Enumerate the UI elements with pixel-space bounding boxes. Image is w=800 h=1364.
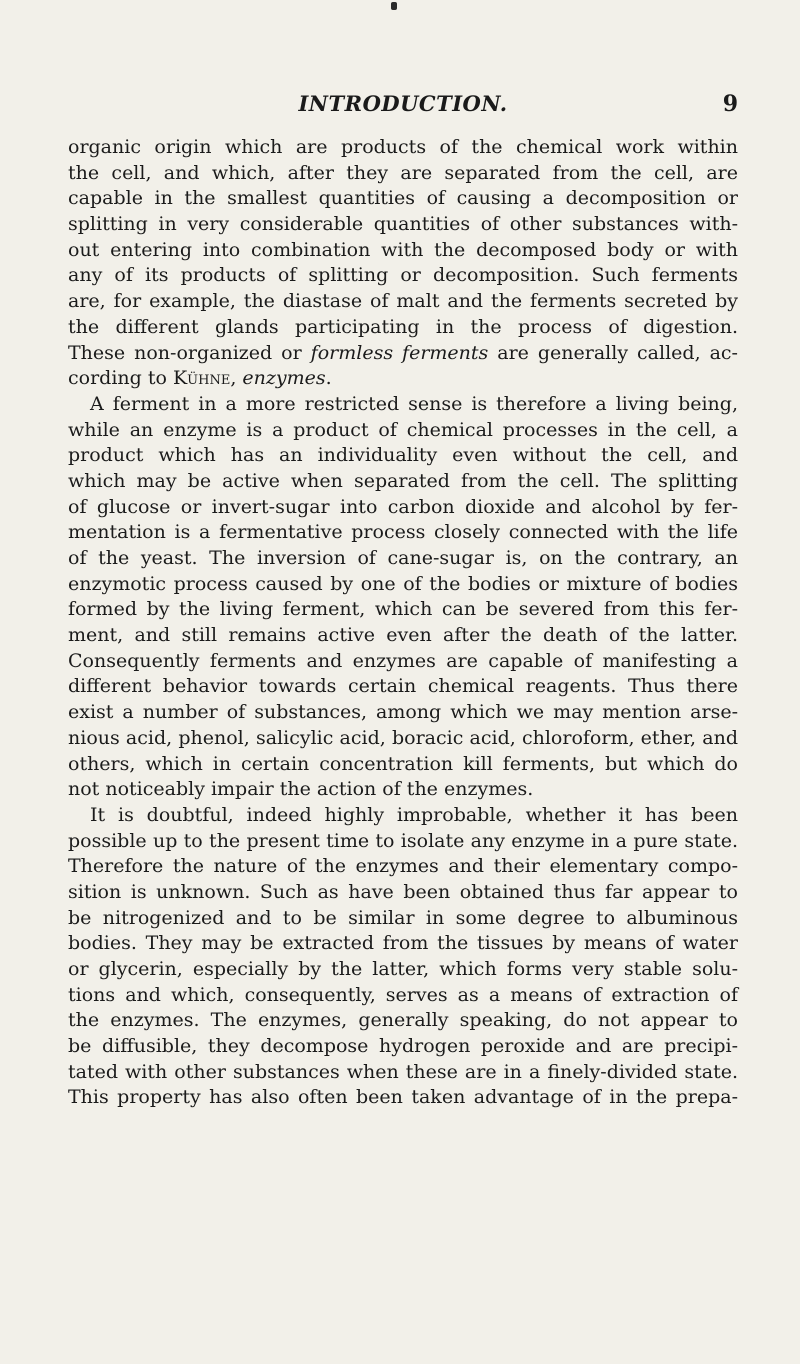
text-line: different behavior towards certain chemical reagents. Thus there xyxy=(68,675,738,698)
page-number: 9 xyxy=(722,91,738,117)
running-title: INTRODUCTION. xyxy=(298,91,508,116)
text-line: of the yeast. The inversion of cane-sugar is, on the contrary, an xyxy=(68,547,738,569)
text-line: enzymotic process caused by one of the bodies or mixture of bodies xyxy=(68,572,738,595)
text-line-formless-ferments xyxy=(68,341,738,367)
text-line: the different glands participating in the process of digestion. xyxy=(68,315,738,338)
text-line: tated with other substances when these are in a finely-divided state. xyxy=(68,1060,738,1083)
text-line: others, which in certain concentration kill ferments, but which do xyxy=(68,752,738,775)
text-line: splitting in very considerable quantities of other substances with- xyxy=(68,213,738,236)
text-line: not noticeably impair the action of the enzymes. xyxy=(68,778,534,801)
text-line: out entering into combination with the decomposed body or with xyxy=(68,238,738,261)
text-line: A ferment in a more restricted sense is therefore a living being, xyxy=(90,392,738,415)
text-line: which may be active when separated from the cell. The splitting xyxy=(68,469,738,492)
text-line: be nitrogenized and to be similar in some degree to albuminous xyxy=(68,906,738,929)
text-line: the cell, and which, after they are separated from the cell, are xyxy=(68,161,738,184)
text-run: These non-organized or xyxy=(68,341,311,364)
text-line: any of its products of splitting or decomposition. Such ferments xyxy=(68,264,738,287)
text-line: mentation is a fermentative process closely connected with the life xyxy=(68,521,738,544)
paragraph-2 xyxy=(68,392,738,803)
text-line: organic origin which are products of the chemical work within xyxy=(68,136,738,158)
text-run: , xyxy=(230,367,243,390)
text-line: sition is unknown. Such as have been obtained thus far appear to xyxy=(68,880,738,903)
author-name: Kühne xyxy=(172,367,231,390)
text-run: are generally called, ac- xyxy=(488,341,738,364)
text-line: possible up to the present time to isolate any enzyme in a pure state. xyxy=(68,829,738,852)
text-line: This property has also often been taken advantage of in the prepa- xyxy=(68,1086,738,1109)
text-line: ment, and still remains active even after the death of the latter. xyxy=(68,624,738,647)
text-line-kuhne xyxy=(68,366,738,392)
paragraph-3 xyxy=(68,803,738,1111)
text-line: bodies. They may be extracted from the tissues by means of water xyxy=(68,932,738,955)
text-line: while an enzyme is a product of chemical processes in the cell, a xyxy=(68,418,738,441)
text-line: tions and which, consequently, serves as a means of extraction of xyxy=(68,983,738,1006)
text-line: or glycerin, especially by the latter, which forms very stable solu- xyxy=(68,958,738,980)
ink-speck xyxy=(391,2,397,10)
text-run: cording to xyxy=(68,367,173,390)
text-line: of glucose or invert-sugar into carbon dioxide and alcohol by fer- xyxy=(68,495,738,518)
text-line: exist a number of substances, among which we may mention arse- xyxy=(68,701,738,724)
text-line: Consequently ferments and enzymes are capable of manifesting a xyxy=(68,649,738,672)
text-line: capable in the smallest quantities of causing a decomposition or xyxy=(68,187,738,210)
text-line: formed by the living ferment, which can be severed from this fer- xyxy=(68,598,738,621)
text-line: the enzymes. The enzymes, generally speaking, do not appear to xyxy=(68,1009,738,1032)
text-line: nious acid, phenol, salicylic acid, boracic acid, chloroform, ether, and xyxy=(68,726,738,749)
italic-term: enzymes xyxy=(242,367,326,390)
running-head xyxy=(68,91,738,121)
body-text xyxy=(68,135,738,1111)
text-line: Therefore the nature of the enzymes and their elementary compo- xyxy=(68,855,738,878)
text-line: It is doubtful, indeed highly improbable, whether it has been xyxy=(90,803,738,826)
italic-term: formless ferments xyxy=(310,341,489,364)
text-line: product which has an individuality even without the cell, and xyxy=(68,444,738,467)
text-line: be diffusible, they decompose hydrogen peroxide and are precipi- xyxy=(68,1035,738,1058)
text-line: are, for example, the diastase of malt and the ferments secreted by xyxy=(68,290,738,313)
paragraph-1 xyxy=(68,135,738,392)
text-run: . xyxy=(325,367,332,390)
